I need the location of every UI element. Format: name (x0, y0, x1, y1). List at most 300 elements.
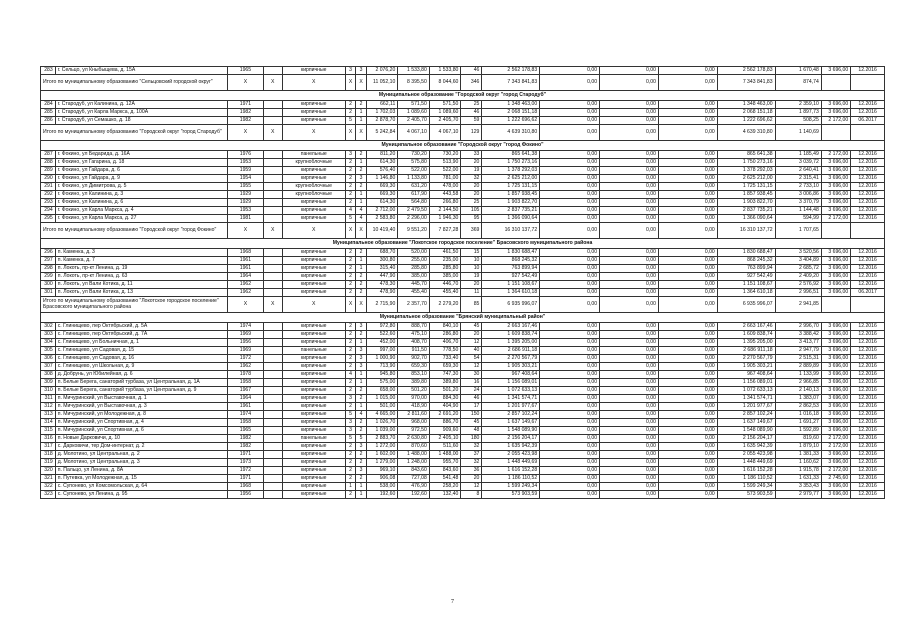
floors: 2 (345, 331, 356, 339)
owners-cost: 2 857 102,24 (717, 411, 775, 419)
table-row (41, 273, 885, 281)
table-row (41, 483, 885, 491)
wall-material: кирпичные (282, 419, 345, 427)
empty-cell (263, 363, 282, 371)
local-cost: 0,00 (658, 257, 717, 265)
row-number: 298 (41, 265, 56, 273)
wall-material: кирпичные (282, 117, 345, 125)
local-cost: 0,00 (658, 207, 717, 215)
owners-cost: 2 156 204,17 (717, 435, 775, 443)
row-number: 312 (41, 403, 56, 411)
floors: 5 (345, 435, 356, 443)
empty-cell (821, 223, 850, 239)
total-cost: 1 609 838,74 (482, 331, 540, 339)
residents-count: 10 (461, 257, 482, 265)
section-header-row (41, 91, 885, 101)
residents-count: 10 (461, 265, 482, 273)
build-year: 1962 (228, 363, 264, 371)
empty-cell (263, 289, 282, 297)
limit-cost: 3 696,00 (821, 207, 850, 215)
completion-date: 12.2016 (851, 459, 885, 467)
local-cost: 0,00 (658, 443, 717, 451)
table-row (41, 419, 885, 427)
completion-date: 12.2016 (851, 151, 885, 159)
budget-cost: 0,00 (600, 207, 659, 215)
empty-cell (263, 483, 282, 491)
address: п. Каменка, д. 7 (55, 257, 227, 265)
owners-cost: 1 609 838,74 (717, 331, 775, 339)
limit-cost: 3 696,00 (821, 371, 850, 379)
total-cost: 927 542,49 (482, 273, 540, 281)
residential-area: 132,40 (429, 491, 461, 499)
residential-area: 285,80 (429, 265, 461, 273)
owners-cost: 2 625 212,00 (717, 175, 775, 183)
completion-date: 12.2016 (851, 411, 885, 419)
living-area: 1 248,00 (398, 459, 430, 467)
fund-cost: 0,00 (540, 443, 600, 451)
unit-cost: 819,60 (775, 435, 821, 443)
address: г. Фокино, ул Калинина, д. 3 (55, 191, 227, 199)
address: д. Молотино, ул Центральная, д. 2 (55, 451, 227, 459)
floors: 2 (345, 459, 356, 467)
local-cost: 0,00 (658, 167, 717, 175)
table-row (41, 363, 885, 371)
wall-material: крупноблочные (282, 183, 345, 191)
empty-cell (851, 125, 885, 141)
table-row (41, 175, 885, 183)
table-row (41, 207, 885, 215)
row-number: 304 (41, 339, 56, 347)
row-number: 287 (41, 151, 56, 159)
address: п. Мичуринский, ул Выставочная, д. 1 (55, 395, 227, 403)
total-cost: 1 186 110,52 (482, 475, 540, 483)
subtotal-label: Итого по муниципальному образованию "Локотское городское поселение" Брасовского муниципального района (41, 297, 228, 313)
residential-area: 235,00 (429, 257, 461, 265)
table-body (41, 67, 885, 499)
fund-cost: 0,00 (540, 331, 600, 339)
subtotal-row (41, 297, 885, 313)
fund-cost: 0,00 (540, 273, 600, 281)
empty-cell (263, 207, 282, 215)
address: п. Каменка, д. 3 (55, 249, 227, 257)
owners-cost: 16 310 137,72 (717, 223, 775, 239)
entrances: 2 (356, 475, 367, 483)
budget-cost: 0,00 (600, 101, 659, 109)
limit-cost: 3 696,00 (821, 249, 850, 257)
residents-count: 20 (461, 183, 482, 191)
budget-cost: 0,00 (600, 331, 659, 339)
wall-material: кирпичные (282, 67, 345, 75)
row-number: 317 (41, 443, 56, 451)
residential-area: 2 691,20 (429, 411, 461, 419)
entrances: 1 (356, 379, 367, 387)
residents-count: 20 (461, 159, 482, 167)
local-cost: 0,00 (658, 223, 717, 239)
empty-cell (263, 475, 282, 483)
total-cost: 1 448 449,69 (482, 459, 540, 467)
total-cost: 1 903 822,70 (482, 199, 540, 207)
total-area: 811,20 (366, 151, 398, 159)
build-year: 1974 (228, 411, 264, 419)
owners-cost: 7 343 841,83 (717, 75, 775, 91)
build-year: 1961 (228, 257, 264, 265)
unit-cost: 2 996,51 (775, 289, 821, 297)
fund-cost: 0,00 (540, 125, 600, 141)
total-area: 1 702,03 (366, 109, 398, 117)
floors: 4 (345, 207, 356, 215)
unit-cost: 2 733,10 (775, 183, 821, 191)
fund-cost: 0,00 (540, 371, 600, 379)
residents-count: 20 (461, 191, 482, 199)
limit-cost: 2 172,00 (821, 215, 850, 223)
build-year: 1964 (228, 395, 264, 403)
subtotal-x: X (356, 223, 367, 239)
residential-area: 659,30 (429, 363, 461, 371)
subtotal-row (41, 75, 885, 91)
build-year: 1955 (228, 183, 264, 191)
residential-area: 955,70 (429, 459, 461, 467)
local-cost: 0,00 (658, 395, 717, 403)
total-cost: 1 366 090,64 (482, 215, 540, 223)
total-area: 688,70 (366, 249, 398, 257)
address: д. Добрунь, ул Юбилейная, д. 6 (55, 371, 227, 379)
total-cost: 1 599 249,34 (482, 483, 540, 491)
local-cost: 0,00 (658, 273, 717, 281)
residential-area: 501,20 (429, 387, 461, 395)
address: г. Фокино, ул Гагарина, д. 18 (55, 159, 227, 167)
fund-cost: 0,00 (540, 387, 600, 395)
unit-cost: 3 404,89 (775, 257, 821, 265)
total-area: 945,80 (366, 371, 398, 379)
address: г. Стародуб, ул Калинина, д. 12А (55, 101, 227, 109)
unit-cost: 1 915,78 (775, 467, 821, 475)
residential-area: 266,80 (429, 199, 461, 207)
build-year: 1971 (228, 101, 264, 109)
residents-count: 54 (461, 355, 482, 363)
budget-cost: 0,00 (600, 323, 659, 331)
floors: 2 (345, 491, 356, 499)
address: п. Локоть, ул Вали Котика, д. 11 (55, 281, 227, 289)
table-row (41, 443, 885, 451)
entrances: 1 (356, 159, 367, 167)
row-number: 305 (41, 347, 56, 355)
fund-cost: 0,00 (540, 257, 600, 265)
total-area: 713,90 (366, 363, 398, 371)
total-area: 669,30 (366, 191, 398, 199)
fund-cost: 0,00 (540, 223, 600, 239)
floors: 2 (345, 289, 356, 297)
completion-date: 12.2016 (851, 395, 885, 403)
unit-cost: 594,99 (775, 215, 821, 223)
total-cost: 1 548 089,90 (482, 427, 540, 435)
floors: 2 (345, 159, 356, 167)
fund-cost: 0,00 (540, 483, 600, 491)
residential-area: 513,90 (429, 159, 461, 167)
limit-cost: 3 696,00 (821, 483, 850, 491)
residential-area: 2 405,10 (429, 435, 461, 443)
entrances: 4 (356, 411, 367, 419)
build-year: 1958 (228, 379, 264, 387)
total-area: 2 583,80 (366, 215, 398, 223)
section-title: Муниципальное образование "Городской округ "город Фокино" (41, 141, 885, 151)
wall-material: крупноблочные (282, 159, 345, 167)
total-cost: 1 616 152,28 (482, 467, 540, 475)
total-cost: 1 348 463,00 (482, 101, 540, 109)
table-row (41, 459, 885, 467)
total-area: 478,90 (366, 289, 398, 297)
living-area: 1 133,80 (398, 175, 430, 183)
living-area: 659,30 (398, 363, 430, 371)
row-number: 319 (41, 459, 56, 467)
empty-cell (263, 419, 282, 427)
table-row (41, 67, 885, 75)
entrances: 3 (356, 363, 367, 371)
limit-cost: 3 696,00 (821, 289, 850, 297)
residential-area: 406,70 (429, 339, 461, 347)
build-year: 1959 (228, 167, 264, 175)
residential-area: 511,60 (429, 443, 461, 451)
empty-cell (851, 223, 885, 239)
fund-cost: 0,00 (540, 191, 600, 199)
limit-cost: 3 696,00 (821, 323, 850, 331)
total-cost: 1 395 205,00 (482, 339, 540, 347)
build-year: 1968 (228, 483, 264, 491)
floors: 5 (345, 117, 356, 125)
total-area: 10 419,40 (366, 223, 398, 239)
section-title: Муниципальное образование "Брянский муниципальный район" (41, 313, 885, 323)
living-area: 843,60 (398, 467, 430, 475)
limit-cost: 3 696,00 (821, 191, 850, 199)
fund-cost: 0,00 (540, 451, 600, 459)
build-year: 1961 (228, 265, 264, 273)
table-row (41, 435, 885, 443)
residents-count: 11 (461, 289, 482, 297)
local-cost: 0,00 (658, 175, 717, 183)
unit-cost: 2 576,92 (775, 281, 821, 289)
empty-cell (263, 109, 282, 117)
build-year: 1969 (228, 347, 264, 355)
local-cost: 0,00 (658, 323, 717, 331)
wall-material: кирпичные (282, 379, 345, 387)
total-area: 1 026,70 (366, 419, 398, 427)
entrances: 3 (356, 443, 367, 451)
budget-cost: 0,00 (600, 215, 659, 223)
budget-cost: 0,00 (600, 199, 659, 207)
unit-cost: 2 966,85 (775, 379, 821, 387)
subtotal-x: X (263, 223, 282, 239)
total-area: 614,30 (366, 199, 398, 207)
living-area: 520,00 (398, 249, 430, 257)
unit-cost: 3 353,43 (775, 483, 821, 491)
residential-area: 8 044,60 (429, 75, 461, 91)
build-year: 1982 (228, 435, 264, 443)
fund-cost: 0,00 (540, 339, 600, 347)
unit-cost: 2 889,89 (775, 363, 821, 371)
residents-count: 40 (461, 347, 482, 355)
total-area: 1 000,90 (366, 355, 398, 363)
wall-material: кирпичные (282, 175, 345, 183)
residential-area: 571,50 (429, 101, 461, 109)
table-row (41, 355, 885, 363)
total-area: 300,80 (366, 257, 398, 265)
residential-area: 909,60 (429, 427, 461, 435)
unit-cost: 1 160,62 (775, 459, 821, 467)
entrances: 2 (356, 101, 367, 109)
living-area: 631,20 (398, 183, 430, 191)
local-cost: 0,00 (658, 109, 717, 117)
entrances: 2 (356, 273, 367, 281)
residents-count: 12 (461, 339, 482, 347)
budget-cost: 0,00 (600, 289, 659, 297)
completion-date: 12.2016 (851, 387, 885, 395)
total-cost: 6 935 996,07 (482, 297, 540, 313)
limit-cost: 3 696,00 (821, 175, 850, 183)
living-area: 2 630,80 (398, 435, 430, 443)
wall-material: кирпичные (282, 355, 345, 363)
total-cost: 2 270 567,79 (482, 355, 540, 363)
floors: 2 (345, 191, 356, 199)
total-area: 969,10 (366, 467, 398, 475)
address: п. Новые Дарковичи, д. 10 (55, 435, 227, 443)
address: г. Фокино, ул Калинина, д. 6 (55, 199, 227, 207)
row-number: 310 (41, 387, 56, 395)
unit-cost: 1 897,73 (775, 109, 821, 117)
residents-count: 20 (461, 281, 482, 289)
floors: 3 (345, 67, 356, 75)
living-area: 972,50 (398, 427, 430, 435)
owners-cost: 1 857 938,45 (717, 191, 775, 199)
owners-cost: 1 548 089,90 (717, 427, 775, 435)
empty-cell (851, 297, 885, 313)
fund-cost: 0,00 (540, 159, 600, 167)
address: п. Мичуринский, ул Спортивная, д. 6 (55, 427, 227, 435)
local-cost: 0,00 (658, 289, 717, 297)
row-number: 311 (41, 395, 56, 403)
owners-cost: 4 639 310,80 (717, 125, 775, 141)
wall-material: кирпичные (282, 459, 345, 467)
residential-area: 385,00 (429, 273, 461, 281)
address: г. Стародуб, ул Карла Маркса, д. 100А (55, 109, 227, 117)
unit-cost: 2 941,85 (775, 297, 821, 313)
total-area: 906,08 (366, 475, 398, 483)
row-number: 300 (41, 281, 56, 289)
budget-cost: 0,00 (600, 191, 659, 199)
address: п. Мичуринский, ул Молодежная, д. 8 (55, 411, 227, 419)
residential-area: 733,40 (429, 355, 461, 363)
residents-count: 19 (461, 167, 482, 175)
total-area: 575,00 (366, 379, 398, 387)
floors: 2 (345, 347, 356, 355)
budget-cost: 0,00 (600, 483, 659, 491)
empty-cell (263, 331, 282, 339)
total-area: 538,00 (366, 483, 398, 491)
address: с. Глинищево, пер Октябрьский, д. 7А (55, 331, 227, 339)
floors: 2 (345, 403, 356, 411)
owners-cost: 6 935 996,07 (717, 297, 775, 313)
entrances: 2 (356, 167, 367, 175)
empty-cell (263, 273, 282, 281)
wall-material: кирпичные (282, 483, 345, 491)
wall-material: кирпичные (282, 249, 345, 257)
owners-cost: 2 270 567,79 (717, 355, 775, 363)
wall-material: кирпичные (282, 257, 345, 265)
living-area: 968,00 (398, 419, 430, 427)
residential-area: 7 827,28 (429, 223, 461, 239)
build-year: 1972 (228, 467, 264, 475)
local-cost: 0,00 (658, 411, 717, 419)
completion-date: 12.2016 (851, 175, 885, 183)
row-number: 283 (41, 67, 56, 75)
address: с. Глинищево, ул Садовая, д. 16 (55, 355, 227, 363)
completion-date: 12.2016 (851, 371, 885, 379)
total-area: 1 602,00 (366, 451, 398, 459)
empty-cell (821, 125, 850, 141)
completion-date: 12.2016 (851, 435, 885, 443)
total-area: 2 878,70 (366, 117, 398, 125)
budget-cost: 0,00 (600, 395, 659, 403)
empty-cell (263, 117, 282, 125)
total-area: 501,00 (366, 403, 398, 411)
budget-cost: 0,00 (600, 151, 659, 159)
total-cost: 865 641,38 (482, 151, 540, 159)
total-cost: 763 899,94 (482, 265, 540, 273)
residents-count: 20 (461, 475, 482, 483)
row-number: 306 (41, 355, 56, 363)
row-number: 286 (41, 117, 56, 125)
local-cost: 0,00 (658, 387, 717, 395)
table-row (41, 191, 885, 199)
entrances: 2 (356, 395, 367, 403)
local-cost: 0,00 (658, 419, 717, 427)
total-area: 614,30 (366, 159, 398, 167)
floors: 5 (345, 215, 356, 223)
wall-material: кирпичные (282, 207, 345, 215)
total-area: 1 272,00 (366, 443, 398, 451)
wall-material: кирпичные (282, 411, 345, 419)
build-year: 1962 (228, 281, 264, 289)
residents-count: 8 (461, 491, 482, 499)
owners-cost: 1 151 108,67 (717, 281, 775, 289)
wall-material: кирпичные (282, 167, 345, 175)
table-row (41, 117, 885, 125)
address: с. Супонево, ул Комсомольская, д. 64 (55, 483, 227, 491)
owners-cost: 573 903,59 (717, 491, 775, 499)
residential-area: 478,00 (429, 183, 461, 191)
entrances: 1 (356, 339, 367, 347)
living-area: 2 811,60 (398, 411, 430, 419)
empty-cell (263, 323, 282, 331)
living-area: 1 488,00 (398, 451, 430, 459)
residential-area: 258,20 (429, 483, 461, 491)
subtotal-x: X (282, 223, 345, 239)
entrances: 1 (356, 491, 367, 499)
row-number: 318 (41, 451, 56, 459)
owners-cost: 1 830 688,47 (717, 249, 775, 257)
budget-cost: 0,00 (600, 363, 659, 371)
subtotal-x: X (263, 297, 282, 313)
entrances: 2 (356, 459, 367, 467)
total-cost: 868 245,32 (482, 257, 540, 265)
local-cost: 0,00 (658, 281, 717, 289)
residential-area: 884,30 (429, 395, 461, 403)
section-header-row (41, 239, 885, 249)
empty-cell (263, 443, 282, 451)
row-number: 294 (41, 207, 56, 215)
residential-area: 522,00 (429, 167, 461, 175)
subtotal-x: X (356, 297, 367, 313)
unit-cost: 1 133,99 (775, 371, 821, 379)
total-area: 192,60 (366, 491, 398, 499)
